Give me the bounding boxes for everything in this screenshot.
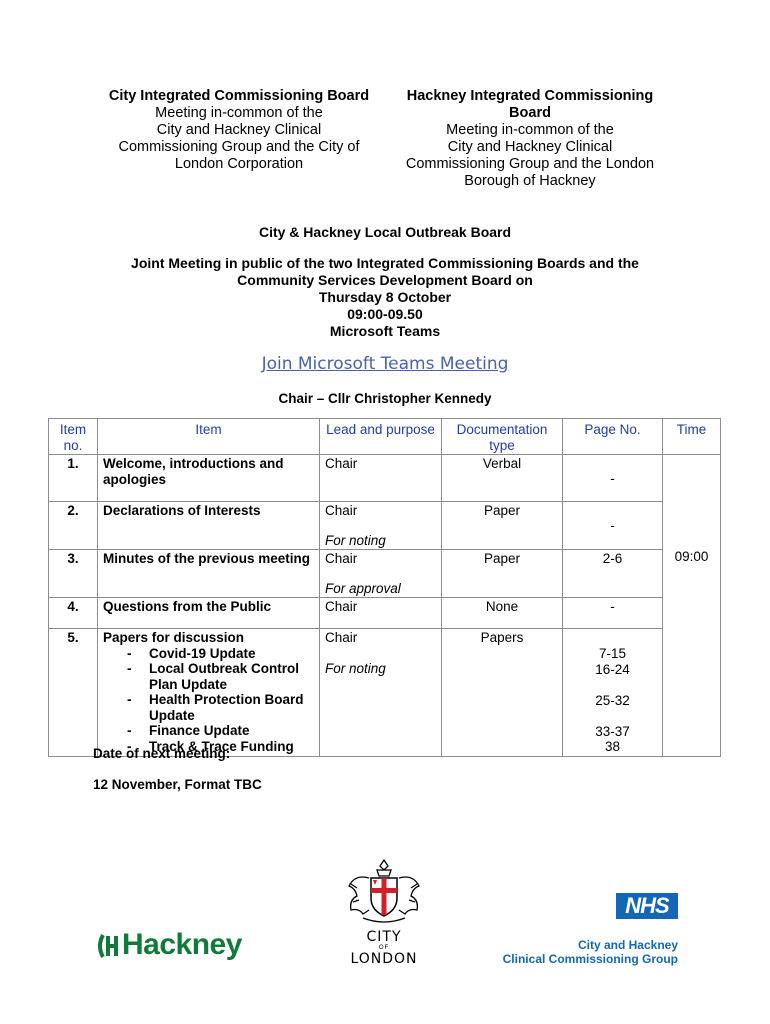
nhs-logo: NHS: [616, 893, 678, 919]
row3-lead: [320, 550, 442, 598]
row4-no: 4.: [49, 598, 98, 629]
chair-line: Chair – Cllr Christopher Kennedy: [278, 391, 492, 406]
row5-lead-text: Chair: [325, 630, 358, 645]
city-of-london-logo: [336, 858, 432, 967]
header-hackney-subtitle-3: Commissioning Group and the London: [405, 156, 655, 172]
ccg-line-1: City and Hackney: [577, 938, 678, 952]
table-row: [49, 598, 721, 629]
row2-lead: [320, 502, 442, 550]
subitem-track-trace: - Track & Trace Funding: [103, 739, 314, 755]
row2-purpose: For noting: [325, 532, 386, 548]
row2-no: 2.: [49, 502, 98, 550]
row2-lead-text: Chair: [325, 503, 358, 518]
board-title: City & Hackney Local Outbreak Board: [258, 224, 512, 240]
page-outbreak-plan: 16-24: [595, 661, 630, 677]
header-item: Item: [98, 419, 320, 455]
row5-lead: [320, 629, 442, 757]
header-city-subtitle-3: Commissioning Group and the City of: [118, 139, 360, 155]
row1-doc: Verbal: [442, 455, 563, 502]
row1-item: Welcome, introductions and apologies: [98, 455, 320, 502]
header-time: Time: [663, 419, 721, 455]
row1-lead: [320, 455, 442, 502]
subitem-finance: - Finance Update: [103, 723, 314, 739]
table-row: [49, 502, 721, 550]
page-health-protection: 25-32: [595, 692, 630, 708]
meeting-details: [0, 255, 770, 340]
row2-doc: Paper: [442, 502, 563, 550]
header-city-subtitle-2: City and Hackney Clinical: [156, 122, 322, 138]
row5-doc: Papers: [442, 629, 563, 757]
next-meeting-value: 12 November, Format TBC: [93, 777, 262, 792]
header-hackney-title: Hackney Integrated Commissioning Board: [406, 88, 654, 121]
join-teams-link[interactable]: Join Microsoft Teams Meeting: [261, 354, 509, 374]
header-hackney-board: [392, 88, 668, 190]
hackney-logo: [96, 928, 242, 962]
city-of-london-top: CITY: [366, 929, 402, 945]
header-hackney-subtitle-1: Meeting in-common of the: [446, 122, 614, 138]
header-lead: Lead and purpose: [320, 419, 442, 455]
agenda-table: [48, 418, 721, 757]
header-doc: Documentation type: [442, 419, 563, 455]
row2-item: Declarations of Interests: [98, 502, 320, 550]
page-finance: 33-37: [595, 723, 630, 739]
row3-no: 3.: [49, 550, 98, 598]
header-page: Page No.: [563, 419, 663, 455]
hackney-h-icon: [96, 933, 122, 959]
row3-lead-text: Chair: [325, 551, 358, 566]
header-hackney-subtitle-2: City and Hackney Clinical: [447, 139, 613, 155]
subitem-covid: - Covid-19 Update: [103, 646, 314, 662]
row3-item: Minutes of the previous meeting: [98, 550, 320, 598]
header-item-no: Item no.: [49, 419, 98, 455]
table-row: [49, 455, 721, 502]
header-city-subtitle-4: London Corporation: [174, 156, 304, 172]
row4-doc: None: [442, 598, 563, 629]
row5-item: [98, 629, 320, 757]
city-of-london-crest-icon: [341, 858, 427, 924]
next-meeting-label: Date of next meeting:: [93, 746, 231, 761]
page-track-trace: 38: [604, 739, 621, 754]
table-header-row: [49, 419, 721, 455]
row4-item: Questions from the Public: [98, 598, 320, 629]
row3-purpose: For approval: [325, 580, 401, 596]
row5-no: 5.: [49, 629, 98, 757]
row5-purpose: For noting: [325, 660, 386, 676]
header-hackney-subtitle-4: Borough of Hackney: [464, 173, 596, 189]
table-row: [49, 629, 721, 757]
subitem-health-protection: - Health Protection Board Update: [103, 692, 314, 723]
meeting-line-4: 09:00-09.50: [347, 306, 423, 322]
table-row: [49, 550, 721, 598]
row1-no: 1.: [49, 455, 98, 502]
row5-pages: [563, 629, 663, 757]
header-city-board: [104, 88, 374, 173]
row5-item-title: Papers for discussion: [103, 630, 245, 645]
ccg-line-2: Clinical Commissioning Group: [502, 952, 678, 966]
row1-page: -: [563, 455, 663, 502]
page-covid: 7-15: [598, 646, 627, 661]
row3-page: 2-6: [563, 550, 663, 598]
row4-page: -: [563, 598, 663, 629]
row5-subitems: [103, 646, 314, 755]
header-city-subtitle-1: Meeting in-common of the: [155, 105, 323, 121]
ccg-logo-text: [500, 938, 678, 966]
time-cell: 09:00: [663, 455, 721, 757]
meeting-line-1: Joint Meeting in public of the two Integrated Commissioning Boards and the: [131, 255, 639, 271]
row3-doc: Paper: [442, 550, 563, 598]
meeting-line-2: Community Services Development Board on: [237, 272, 533, 288]
meeting-line-3: Thursday 8 October: [318, 289, 452, 305]
header-city-title: City Integrated Commissioning Board: [108, 88, 370, 104]
row2-page: -: [563, 502, 663, 550]
city-of-london-of: OF: [378, 945, 390, 951]
hackney-logo-text: Hackney: [122, 928, 242, 961]
row1-lead-text: Chair: [325, 456, 358, 471]
meeting-line-5: Microsoft Teams: [329, 323, 441, 339]
row4-lead: Chair: [320, 598, 442, 629]
subitem-outbreak-plan: - Local Outbreak Control Plan Update: [103, 661, 314, 692]
city-of-london-bottom: LONDON: [350, 951, 418, 967]
